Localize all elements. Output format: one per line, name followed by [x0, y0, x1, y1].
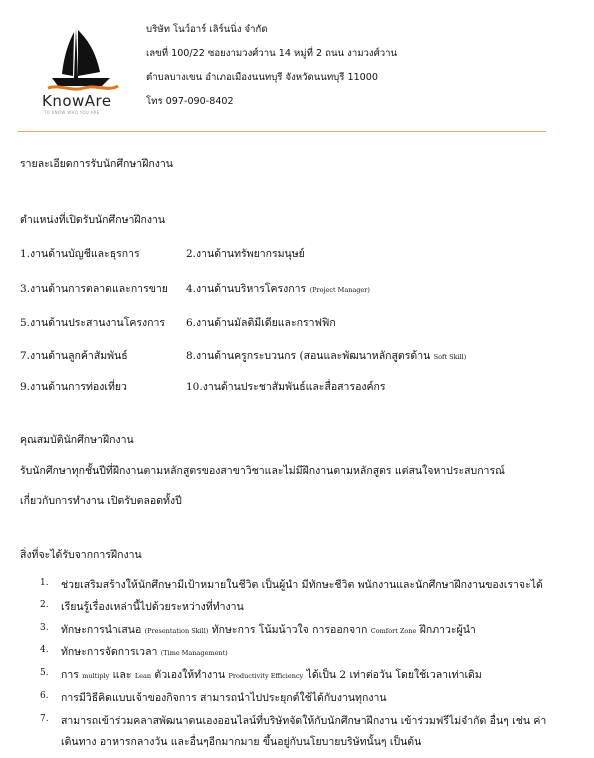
benefit-4: ทักษะการจัดการเวลา (Time Management) — [61, 646, 228, 658]
benefit-number: 6. — [40, 691, 49, 701]
qualifications-line-2: เกี่ยวกับการทำงาน เปิดรับตลอดทั้งปี — [20, 495, 182, 507]
benefit-6: การมีวิธีคิดแบบเจ้าของกิจการ สามารถนำไปประยุกต์ใช้ได้กับงานทุกงาน — [61, 692, 387, 704]
benefits-heading: สิ่งที่จะได้รับจากการฝึกงาน — [20, 549, 142, 561]
address-line-2: ตำบลบางเขน อำเภอเมืองนนทบุรี จังหวัดนนทบุรี 11000 — [146, 72, 378, 83]
benefit-number: 1. — [40, 578, 49, 588]
position-7: 7.งานด้านลูกค้าสัมพันธ์ — [20, 350, 128, 362]
position-6: 6.งานด้านมัลติมีเดียและกราฟฟิก — [186, 317, 336, 329]
position-9: 9.งานด้านการท่องเที่ยว — [20, 381, 127, 393]
logo-wordmark: KnowAre — [42, 92, 112, 110]
position-2: 2.งานด้านทรัพยากรมนุษย์ — [186, 248, 305, 260]
address-line-1: เลขที่ 100/22 ซอยงามวงศ์วาน 14 หมู่ที่ 2 ถนน งามวงศ์วาน — [146, 48, 398, 59]
position-3: 3.งานด้านการตลาดและการขาย — [20, 283, 168, 295]
position-1: 1.งานด้านบัญชีและธุรการ — [20, 248, 140, 260]
letterhead — [0, 0, 594, 130]
benefit-7-continued: เดินทาง อาหารกลางวัน และอื่นๆอีกมากมาย ขึ้นอยู่กับนโยบายบริษัทนั้นๆ เป็นต้น — [61, 736, 422, 748]
company-name: บริษัท โนว์อาร์ เลิร์นนิ่ง จำกัด — [146, 24, 268, 35]
position-10: 10.งานด้านประชาสัมพันธ์และสื่อสารองค์กร — [186, 381, 386, 393]
benefit-number: 4. — [40, 645, 49, 655]
header-divider — [18, 131, 546, 132]
benefit-number: 5. — [40, 668, 49, 678]
benefit-1: ช่วยเสริมสร้างให้นักศึกษามีเป้าหมายในชีวิต เป็นผู้นำ มีทักษะชีวิต พนักงานและนักศึกษาฝึกงานของเราจะได้ — [61, 579, 543, 591]
logo-tagline: TO KNOW WHO YOU ARE — [44, 110, 100, 115]
position-4: 4.งานด้านบริหารโครงการ (Project Manager) — [186, 283, 370, 295]
benefit-5: การ multiply และ Lean ตัวเองให้ทำงาน Productivity Efficiency ได้เป็น 2 เท่าต่อวัน โดยใช้เวลาเท่าเดิม — [61, 669, 482, 681]
qualifications-heading: คุณสมบัตินักศึกษาฝึกงาน — [20, 434, 134, 446]
benefit-number: 3. — [40, 623, 49, 633]
phone-number: โทร 097-090-8402 — [146, 96, 234, 107]
qualifications-line-1: รับนักศึกษาทุกชั้นปีที่ฝึกงานตามหลักสูตรของสาขาวิชาและไม่มีฝึกงานตามหลักสูตร แต่สนใจหาประสบการณ์ — [20, 465, 505, 477]
position-8: 8.งานด้านครูกระบวนกร (สอนและพัฒนาหลักสูตรด้าน Soft Skill) — [186, 350, 467, 362]
benefit-2: เรียนรู้เรื่องเหล่านี้ไปด้วยระหว่างที่ทำงาน — [61, 601, 244, 613]
benefit-3: ทักษะการนำเสนอ (Presentation Skill) ทักษะการ โน้มน้าวใจ การออกจาก Comfort Zone ฝึกภาวะผู้นำ — [61, 624, 476, 636]
positions-heading: ตำแหน่งที่เปิดรับนักศึกษาฝึกงาน — [20, 214, 166, 226]
position-5: 5.งานด้านประสานงานโครงการ — [20, 317, 166, 329]
benefit-7: สามารถเข้าร่วมคลาสพัฒนาตนเองออนไลน์ที่บริษัทจัดให้กับนักศึกษาฝึกงาน เข้าร่วมฟรีไม่จำกัด อื่นๆ เช่น ค่า — [61, 715, 547, 727]
company-info — [146, 23, 397, 119]
intro-heading: รายละเอียดการรับนักศึกษาฝึกงาน — [20, 158, 173, 170]
benefit-number: 2. — [40, 600, 49, 610]
benefit-number: 7. — [40, 714, 49, 724]
